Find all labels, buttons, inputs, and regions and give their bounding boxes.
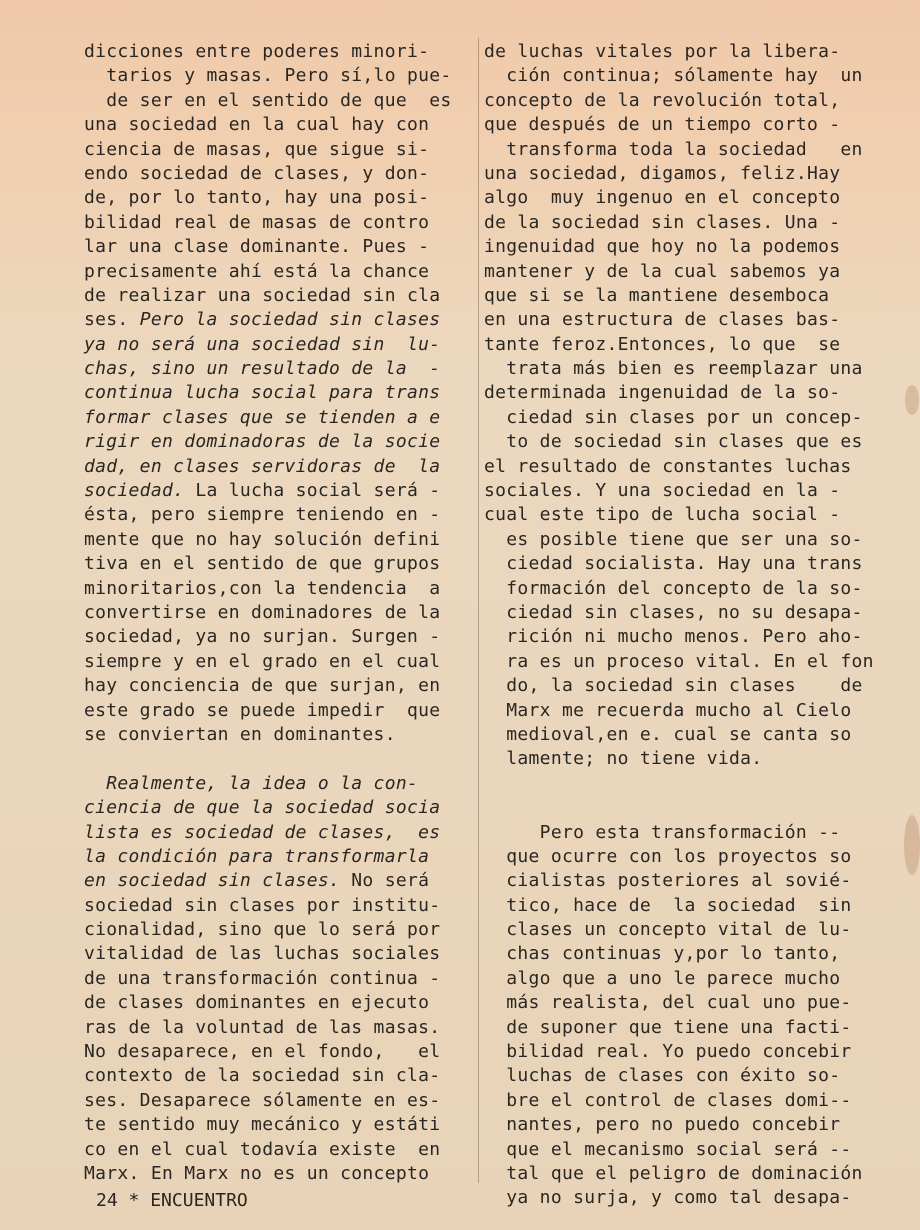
text-line xyxy=(84,260,472,284)
left-text-column xyxy=(84,40,472,1186)
line-text: clases un concepto vital de lu- xyxy=(484,919,852,941)
line-text: mente que no hay solución defini xyxy=(84,528,441,550)
page-footer xyxy=(96,1190,248,1211)
text-line xyxy=(484,625,884,649)
line-text: ses. Desaparece sólamente en es- xyxy=(84,1089,441,1111)
text-line xyxy=(84,869,472,893)
line-text: ya no surja, y como tal desapa- xyxy=(484,1187,852,1209)
line-text: dicciones entre poderes minori- xyxy=(84,41,430,62)
right-text-column xyxy=(484,40,884,1211)
text-line xyxy=(484,1186,884,1210)
text-line xyxy=(84,211,472,235)
text-line xyxy=(484,577,884,601)
line-text: rigir en dominadoras de la socie xyxy=(84,431,441,453)
line-text: ción continua; sólamente hay un xyxy=(484,65,863,87)
line-text: ciedad sin clases por un concep- xyxy=(484,406,863,428)
line-text: ses. xyxy=(84,309,140,331)
line-text: luchas de clases con éxito so- xyxy=(484,1065,841,1087)
line-text: tico, hace de la sociedad sin xyxy=(484,894,852,916)
line-text-italic: Pero la sociedad sin clases xyxy=(139,309,441,331)
line-text: Realmente, la idea o la con- xyxy=(84,772,419,794)
line-text: más realista, del cual uno pue- xyxy=(484,992,852,1014)
text-line xyxy=(484,796,884,820)
line-text: continua lucha social para trans xyxy=(84,382,441,404)
line-text: cionalidad, sino que lo será por xyxy=(84,919,441,941)
text-line xyxy=(484,821,884,845)
line-text-plain: La lucha social será - xyxy=(184,480,441,502)
text-line xyxy=(484,138,884,162)
column-divider xyxy=(478,38,479,1183)
line-text-plain: No será xyxy=(340,870,430,892)
line-text: de una transformación continua - xyxy=(84,967,441,989)
text-line xyxy=(84,601,472,625)
paper-stain xyxy=(905,385,919,415)
line-text: transforma toda la sociedad en xyxy=(484,138,863,160)
line-text: chas, sino un resultado de la - xyxy=(84,358,441,380)
text-line xyxy=(484,869,884,893)
text-line xyxy=(484,503,884,527)
line-text: ésta, pero siempre teniendo en - xyxy=(84,504,441,526)
text-line xyxy=(484,113,884,137)
line-text: de realizar una sociedad sin cla xyxy=(84,284,441,306)
line-text: de luchas vitales por la libera- xyxy=(484,41,841,62)
text-line xyxy=(484,284,884,308)
line-text: No desaparece, en el fondo, el xyxy=(84,1041,441,1063)
line-text: lista es sociedad de clases, es xyxy=(84,821,441,843)
line-text: es posible tiene que ser una so- xyxy=(484,528,863,550)
footer-separator: * xyxy=(128,1190,140,1211)
line-text: cual este tipo de lucha social - xyxy=(484,504,841,526)
text-line xyxy=(484,918,884,942)
line-text: precisamente ahí está la chance xyxy=(84,260,430,282)
line-text: Marx. En Marx no es un concepto xyxy=(84,1162,430,1184)
text-line xyxy=(84,40,472,64)
text-line xyxy=(84,455,472,479)
line-text: contexto de la sociedad sin cla- xyxy=(84,1065,441,1087)
line-text: sociedad. xyxy=(84,480,185,502)
text-line xyxy=(484,211,884,235)
text-line xyxy=(484,260,884,284)
line-text: vitalidad de las luchas sociales xyxy=(84,943,441,965)
line-text: siempre y en el grado en el cual xyxy=(84,650,441,672)
text-line xyxy=(84,186,472,210)
text-line xyxy=(84,577,472,601)
line-text: que el mecanismo social será -- xyxy=(484,1138,852,1160)
text-line xyxy=(84,162,472,186)
line-text: se conviertan en dominantes. xyxy=(84,723,396,745)
line-text: formación del concepto de la so- xyxy=(484,577,863,599)
text-line xyxy=(484,381,884,405)
text-line xyxy=(84,333,472,357)
line-text: ciencia de que la sociedad socia xyxy=(84,797,441,819)
line-text: endo sociedad de clases, y don- xyxy=(84,162,430,184)
text-line xyxy=(484,162,884,186)
line-text: en una estructura de clases bas- xyxy=(484,309,841,331)
text-line xyxy=(484,89,884,113)
line-text: nantes, pero no puedo concebir xyxy=(484,1114,841,1136)
line-text: este grado se puede impedir que xyxy=(84,699,441,721)
text-line xyxy=(484,699,884,723)
text-line xyxy=(84,918,472,942)
text-line xyxy=(84,942,472,966)
line-text: el resultado de constantes luchas xyxy=(484,455,852,477)
line-text: algo que a uno le parece mucho xyxy=(484,967,841,989)
text-line xyxy=(484,1113,884,1137)
paper-stain xyxy=(904,815,920,875)
line-text: mantener y de la cual sabemos ya xyxy=(484,260,841,282)
line-text: sociedad, ya no surjan. Surgen - xyxy=(84,626,441,648)
text-line xyxy=(484,967,884,991)
line-text: ciedad socialista. Hay una trans xyxy=(484,553,863,575)
line-text: to de sociedad sin clases que es xyxy=(484,431,863,453)
text-line xyxy=(484,1162,884,1186)
text-line xyxy=(84,772,472,796)
magazine-name: ENCUENTRO xyxy=(150,1190,248,1211)
text-line xyxy=(484,186,884,210)
line-text: lar una clase dominante. Pues - xyxy=(84,236,430,258)
text-line xyxy=(484,772,884,796)
line-text: de, por lo tanto, hay una posi- xyxy=(84,187,430,209)
line-text: una sociedad en la cual hay con xyxy=(84,114,430,136)
line-text: ya no será una sociedad sin lu- xyxy=(84,333,441,355)
text-line xyxy=(484,333,884,357)
text-line xyxy=(484,528,884,552)
text-line xyxy=(84,1040,472,1064)
line-text: bilidad real de masas de contro xyxy=(84,211,430,233)
text-line xyxy=(84,503,472,527)
text-line xyxy=(84,1162,472,1186)
text-line xyxy=(484,723,884,747)
text-line xyxy=(84,967,472,991)
text-line xyxy=(484,894,884,918)
text-line xyxy=(484,308,884,332)
text-line xyxy=(84,625,472,649)
text-line xyxy=(484,601,884,625)
line-text: ra es un proceso vital. En el fon xyxy=(484,650,874,672)
line-text: que ocurre con los proyectos so xyxy=(484,845,852,867)
line-text: medioval,en e. cual se canta so xyxy=(484,723,852,745)
text-line xyxy=(484,1040,884,1064)
text-line xyxy=(84,89,472,113)
line-text: bre el control de clases domi-- xyxy=(484,1089,852,1111)
line-text: algo muy ingenuo en el concepto xyxy=(484,187,841,209)
text-line xyxy=(84,674,472,698)
text-line xyxy=(84,235,472,259)
line-text: una sociedad, digamos, feliz.Hay xyxy=(484,162,841,184)
line-text: cialistas posteriores al sovié- xyxy=(484,870,852,892)
text-line xyxy=(84,821,472,845)
text-line xyxy=(84,1138,472,1162)
line-text: do, la sociedad sin clases de xyxy=(484,675,863,697)
text-line xyxy=(84,308,472,332)
text-line xyxy=(84,796,472,820)
text-line xyxy=(84,1113,472,1137)
line-text: tiva en el sentido de que grupos xyxy=(84,553,441,575)
line-text: que después de un tiempo corto - xyxy=(484,114,841,136)
text-line xyxy=(84,138,472,162)
text-line xyxy=(84,723,472,747)
text-line xyxy=(484,1138,884,1162)
text-line xyxy=(84,430,472,454)
text-line xyxy=(84,894,472,918)
text-line xyxy=(84,479,472,503)
text-line xyxy=(484,64,884,88)
text-line xyxy=(484,357,884,381)
text-line xyxy=(484,942,884,966)
text-line xyxy=(484,991,884,1015)
text-line xyxy=(84,1064,472,1088)
text-line xyxy=(84,284,472,308)
line-text: lamente; no tiene vida. xyxy=(484,748,763,770)
line-text: ras de la voluntad de las masas. xyxy=(84,1016,441,1038)
line-text: bilidad real. Yo puedo concebir xyxy=(484,1041,852,1063)
line-text: minoritarios,con la tendencia a xyxy=(84,577,441,599)
text-line xyxy=(84,1089,472,1113)
line-text: tante feroz.Entonces, lo que se xyxy=(484,333,841,355)
line-text: que si se la mantiene desemboca xyxy=(484,284,830,306)
line-text: Pero esta transformación -- xyxy=(484,821,841,843)
text-line xyxy=(84,699,472,723)
line-text: ciedad sin clases, no su desapa- xyxy=(484,601,863,623)
line-text: formar clases que se tienden a e xyxy=(84,406,441,428)
text-line xyxy=(84,357,472,381)
line-text: Marx me recuerda mucho al Cielo xyxy=(484,699,852,721)
text-line xyxy=(84,1016,472,1040)
text-line xyxy=(484,455,884,479)
line-text: sociedad sin clases por institu- xyxy=(84,894,441,916)
line-text: hay conciencia de que surjan, en xyxy=(84,675,441,697)
text-line xyxy=(484,747,884,771)
text-line xyxy=(484,650,884,674)
line-text: concepto de la revolución total, xyxy=(484,89,841,111)
line-text: tarios y masas. Pero sí,lo pue- xyxy=(84,65,452,87)
text-line xyxy=(84,64,472,88)
text-line xyxy=(484,674,884,698)
page-number: 24 xyxy=(96,1190,118,1211)
text-line xyxy=(84,528,472,552)
text-line xyxy=(484,479,884,503)
line-text: trata más bien es reemplazar una xyxy=(484,358,863,380)
line-text: convertirse en dominadores de la xyxy=(84,601,441,623)
text-line xyxy=(484,552,884,576)
line-text: ciencia de masas, que sigue si- xyxy=(84,138,430,160)
line-text: rición ni mucho menos. Pero aho- xyxy=(484,626,863,648)
line-text: la condición para transformarla xyxy=(84,845,430,867)
text-line xyxy=(84,113,472,137)
line-text: chas continuas y,por lo tanto, xyxy=(484,943,841,965)
text-line xyxy=(84,552,472,576)
line-text: determinada ingenuidad de la so- xyxy=(484,382,841,404)
text-line xyxy=(484,406,884,430)
text-line xyxy=(484,1016,884,1040)
text-line xyxy=(84,747,472,771)
text-line xyxy=(484,845,884,869)
text-line xyxy=(84,845,472,869)
text-line xyxy=(84,406,472,430)
line-text: co en el cual todavía existe en xyxy=(84,1138,441,1160)
line-text: de ser en el sentido de que es xyxy=(84,89,452,111)
line-text: dad, en clases servidoras de la xyxy=(84,455,441,477)
line-text: te sentido muy mecánico y estáti xyxy=(84,1114,441,1136)
text-line xyxy=(84,991,472,1015)
text-line xyxy=(484,235,884,259)
line-text: ingenuidad que hoy no la podemos xyxy=(484,236,841,258)
text-line xyxy=(84,381,472,405)
line-text: tal que el peligro de dominación xyxy=(484,1162,863,1184)
line-text: de clases dominantes en ejecuto xyxy=(84,992,430,1014)
text-line xyxy=(484,1064,884,1088)
text-line xyxy=(484,1089,884,1113)
line-text: en sociedad sin clases. xyxy=(84,870,341,892)
text-line xyxy=(484,40,884,64)
text-line xyxy=(84,650,472,674)
line-text: sociales. Y una sociedad en la - xyxy=(484,480,841,502)
line-text: de suponer que tiene una facti- xyxy=(484,1016,852,1038)
text-line xyxy=(484,430,884,454)
line-text: de la sociedad sin clases. Una - xyxy=(484,211,841,233)
